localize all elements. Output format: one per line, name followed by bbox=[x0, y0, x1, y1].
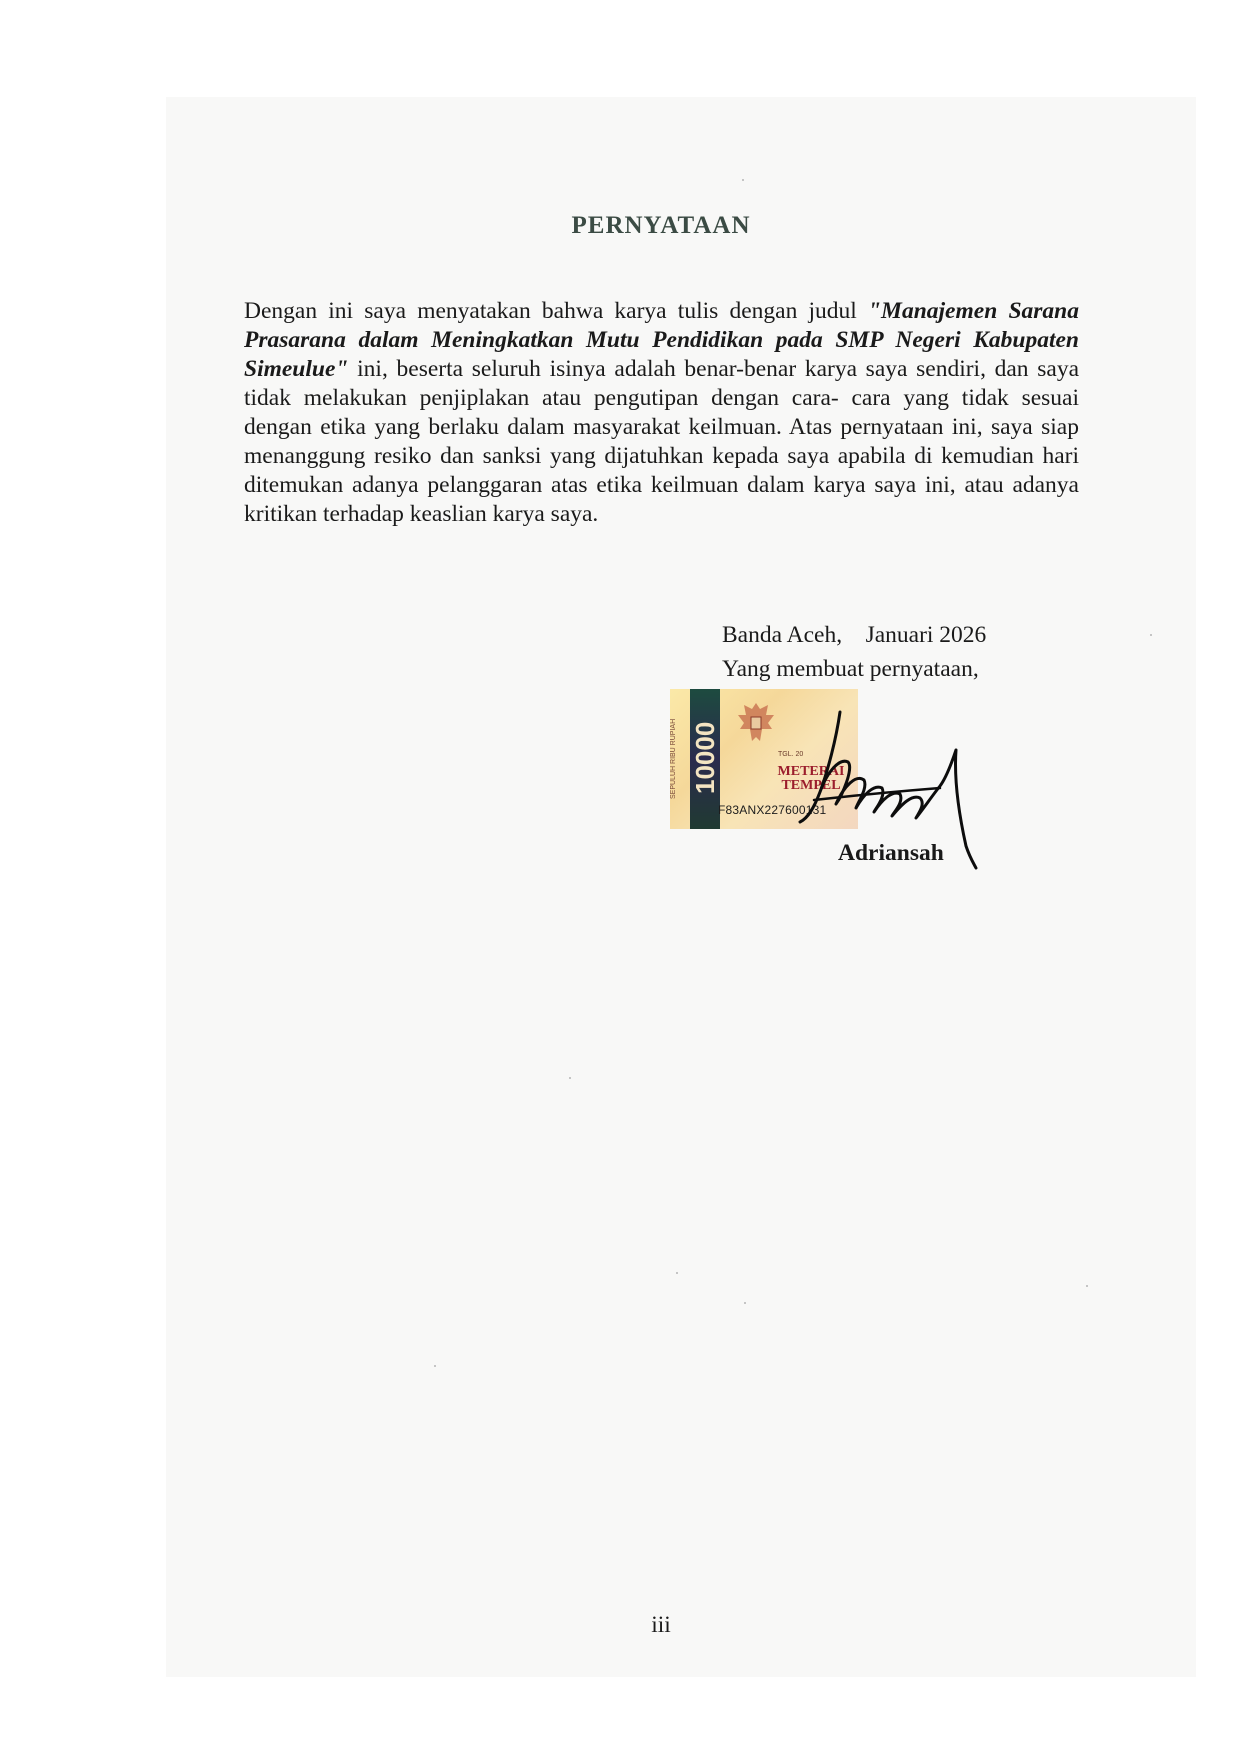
scan-speck bbox=[744, 1302, 746, 1304]
declarant-line: Yang membuat pernyataan, bbox=[722, 656, 979, 682]
scan-speck bbox=[569, 1077, 571, 1079]
statement-paragraph bbox=[244, 297, 1079, 529]
scan-speck bbox=[434, 1365, 436, 1367]
place-date: Banda Aceh, Januari 2026 bbox=[722, 622, 987, 648]
stamp-serial: F83ANX227600131 bbox=[718, 803, 827, 817]
stamp-denomination: 10000 bbox=[690, 721, 720, 795]
scan-speck bbox=[676, 1272, 678, 1274]
scan-speck bbox=[742, 179, 744, 181]
signature-block bbox=[722, 618, 986, 686]
scan-speck bbox=[1150, 634, 1152, 636]
signer-name: Adriansah bbox=[838, 840, 944, 866]
document-title: PERNYATAAN bbox=[571, 212, 751, 239]
page-number: iii bbox=[651, 1612, 671, 1638]
scan-speck bbox=[1086, 1285, 1088, 1287]
statement-continuation: ini, beserta seluruh isinya adalah benar-benar karya saya sendiri, dan saya tidak melakukan penjiplakan atau pengutipan dengan cara- cara yang tidak sesuai dengan etika yang berlaku dalam masyarakat keilmuan. Atas pernyataan ini, saya siap menanggung resiko dan sanksi yang dijatuhkan kepada saya apabila di kemudian hari ditemukan adanya pelanggaran atas etika keilmuan dalam karya saya ini, atau adanya kritikan terhadap keaslian karya saya. bbox=[244, 356, 1079, 527]
stamp-year-text: TGL. 20 bbox=[778, 751, 804, 758]
stamp-label-line2: TEMPEL bbox=[781, 778, 841, 793]
stamp-label-line1: METERAI bbox=[777, 764, 845, 779]
stamp-side-text: SEPULUH RIBU RUPIAH bbox=[670, 718, 677, 800]
thesis-title: "Manajemen Sarana Prasarana dalam Meningkatkan Mutu Pendidikan pada SMP Negeri Kabupaten Simeulue" bbox=[244, 298, 1079, 382]
statement-intro: Dengan ini saya menyatakan bahwa karya tulis dengan judul bbox=[244, 298, 857, 324]
